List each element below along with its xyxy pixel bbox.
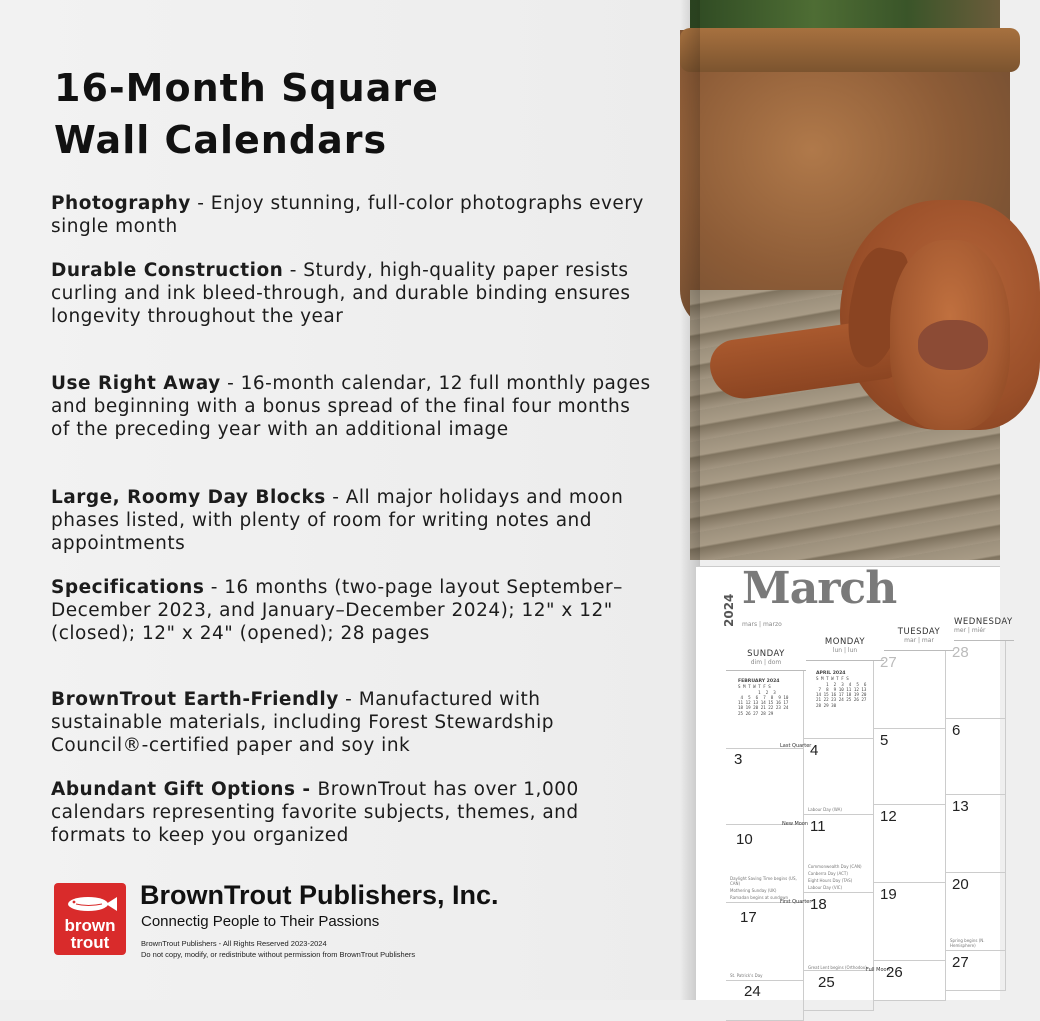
company-name: BrownTrout Publishers, Inc. xyxy=(140,880,499,910)
title-line-1: 16-Month Square xyxy=(54,66,439,110)
day-cell[interactable] xyxy=(726,749,804,825)
day-alt: mer | miér xyxy=(954,627,986,634)
day-cell[interactable] xyxy=(874,729,946,805)
mini-row: 1 2 3 4 5 6 xyxy=(816,681,867,687)
day-cell[interactable] xyxy=(780,739,874,815)
mini-row: 4 5 6 7 8 9 10 xyxy=(738,694,789,700)
legal-line-2: Do not copy, modify, or redistribute without permission from BrownTrout Publishers xyxy=(141,950,416,959)
holiday-note: Commonwealth Day (CAN) xyxy=(808,864,862,869)
day-number: 10 xyxy=(736,831,753,848)
day-name: MONDAY xyxy=(824,637,866,647)
feature-text: - Enjoy stunning, full-color photographs every single month xyxy=(51,193,644,237)
day-cell[interactable] xyxy=(726,903,804,981)
holiday-note: Great Lent begins (Orthodox) xyxy=(808,965,867,970)
trout-icon xyxy=(62,893,118,915)
feature-heading: Abundant Gift Options - xyxy=(51,779,318,800)
feature-heading: Specifications xyxy=(51,577,205,598)
feature-durable xyxy=(51,259,651,328)
mini-row: 25 26 27 28 29 xyxy=(738,710,774,716)
mini-row: 18 19 20 21 22 23 24 xyxy=(738,705,789,711)
day-name: WEDNESDAY xyxy=(954,617,1013,627)
calendar-photo xyxy=(690,0,1000,560)
moon-note: Full Moon xyxy=(866,967,890,973)
day-cell[interactable] xyxy=(780,893,874,971)
logo-text-trout: trout xyxy=(70,933,110,952)
feature-text: - 16-month calendar, 12 full monthly pages and beginning with a bonus spread of the final four months of the preceding year with an additional image xyxy=(51,373,651,440)
day-number: 11 xyxy=(810,818,826,835)
mini-row: 21 22 23 24 25 26 27 xyxy=(816,697,867,703)
browntrout-logo xyxy=(54,883,126,955)
logo-text-brown: brown xyxy=(64,916,116,935)
day-number: 17 xyxy=(740,909,757,926)
day-alt: mar | mar xyxy=(904,637,934,644)
day-name: TUESDAY xyxy=(897,627,941,637)
day-cell[interactable] xyxy=(726,981,804,1021)
feature-specifications xyxy=(51,576,651,645)
day-number: 27 xyxy=(880,654,897,671)
mini-title: APRIL 2024 xyxy=(816,671,846,676)
feature-text: - Manufactured with sustainable materials, including Forest Stewardship Council®-certified paper and soy ink xyxy=(51,689,554,756)
day-cell[interactable] xyxy=(726,671,804,749)
holiday-note: Daylight Saving Time begins (US, CAN) xyxy=(730,876,797,886)
day-cell[interactable] xyxy=(874,805,946,883)
mini-row: 11 12 13 14 15 16 17 xyxy=(738,700,789,706)
day-header-tuesday xyxy=(884,621,954,651)
day-cell[interactable] xyxy=(726,825,804,903)
dog-nose xyxy=(918,320,988,370)
day-cell[interactable] xyxy=(946,795,1006,873)
day-header-monday xyxy=(806,631,884,661)
mini-row: 28 29 30 xyxy=(816,702,837,708)
day-number: 19 xyxy=(880,886,897,903)
day-number: 20 xyxy=(952,876,969,893)
holiday-note: St. Patrick's Day xyxy=(730,973,763,978)
day-alt: dim | dom xyxy=(750,659,782,666)
day-alt: lun | lun xyxy=(832,647,858,654)
feature-text: - 16 months (two-page layout September–December 2023, and January–December 2024); 12" x 12" (closed); 12" x 24" (opened); 28 pages xyxy=(51,577,623,644)
day-number: 5 xyxy=(880,732,889,749)
mini-calendar-apr xyxy=(816,671,866,708)
day-number: 28 xyxy=(952,644,969,661)
legal-line-1: BrownTrout Publishers - All Rights Reserved 2023-2024 xyxy=(141,939,327,948)
day-cell[interactable] xyxy=(946,873,1006,951)
feature-heading: Durable Construction xyxy=(51,260,284,281)
day-name: SUNDAY xyxy=(747,649,785,659)
day-number: 18 xyxy=(810,896,827,913)
mini-row: 14 15 16 17 18 19 20 xyxy=(816,692,867,698)
day-cell[interactable] xyxy=(866,961,946,1001)
feature-text: - Sturdy, high-quality paper resists curling and ink bleed-through, and durable binding ensures longevity throughout the year xyxy=(51,260,631,327)
day-number: 25 xyxy=(818,974,835,991)
day-number: 24 xyxy=(744,983,761,1000)
calendar-page xyxy=(696,563,1013,1000)
day-number: 3 xyxy=(734,751,743,768)
title-line-2: Wall Calendars xyxy=(54,118,388,162)
feature-heading: Large, Roomy Day Blocks xyxy=(51,487,326,508)
feature-gift-options xyxy=(51,778,651,847)
mini-calendar-feb xyxy=(738,679,788,716)
day-header-wednesday xyxy=(954,611,1014,641)
legal-notice xyxy=(141,938,415,960)
holiday-note: Labour Day (VIC) xyxy=(808,885,843,890)
day-cell[interactable] xyxy=(874,883,946,961)
day-number: 6 xyxy=(952,722,961,739)
holiday-note: Labour Day (WA) xyxy=(808,807,842,812)
feature-heading: BrownTrout Earth-Friendly xyxy=(51,689,339,710)
mini-head: S M T W T F S xyxy=(816,676,849,682)
day-number: 26 xyxy=(886,964,903,981)
day-cell[interactable] xyxy=(804,965,874,1011)
feature-photography xyxy=(51,192,651,238)
day-cell[interactable] xyxy=(874,651,946,729)
holiday-note: Eight Hours Day (TAS) xyxy=(808,878,853,883)
calendar-month: March xyxy=(742,563,897,614)
pot-rim xyxy=(680,28,1020,72)
day-cell[interactable] xyxy=(946,951,1006,991)
day-cell[interactable] xyxy=(946,719,1006,795)
mini-head: S M T W T F S xyxy=(738,684,771,690)
page-title xyxy=(54,62,654,166)
company-tagline: Connectig People to Their Passions xyxy=(141,913,380,930)
feature-heading: Use Right Away xyxy=(51,373,221,394)
feature-day-blocks xyxy=(51,486,651,555)
day-number: 12 xyxy=(880,808,897,825)
calendar-year: 2024 xyxy=(722,593,736,627)
feature-heading: Photography xyxy=(51,193,191,214)
day-number: 27 xyxy=(952,954,969,971)
mini-title: FEBRUARY 2024 xyxy=(738,679,780,684)
day-header-sunday xyxy=(726,643,806,671)
calendar-month-alt: mars | marzo xyxy=(742,621,782,628)
feature-earth-friendly xyxy=(51,688,651,757)
feature-text: BrownTrout has over 1,000 calendars representing favorite subjects, themes, and formats to keep you organized xyxy=(51,779,579,846)
moon-note: First Quarter xyxy=(780,899,812,905)
holiday-note: Canberra Day (ACT) xyxy=(808,871,848,876)
day-cell[interactable] xyxy=(804,661,874,739)
moon-note: New Moon xyxy=(782,821,809,827)
holiday-note: Spring begins (N. Hemisphere) xyxy=(950,938,985,948)
mini-row: 1 2 3 xyxy=(738,689,776,695)
day-number: 13 xyxy=(952,798,969,815)
holiday-note: Ramadan begins at sundown xyxy=(730,895,789,900)
feature-text: - All major holidays and moon phases listed, with plenty of room for writing notes and appointments xyxy=(51,487,624,554)
mini-row: 7 8 9 10 11 12 13 xyxy=(816,686,867,692)
day-number: 4 xyxy=(810,742,819,759)
moon-note: Last Quarter xyxy=(780,743,812,749)
day-cell[interactable] xyxy=(946,641,1006,719)
day-cell[interactable] xyxy=(782,815,874,893)
feature-use-right-away xyxy=(51,372,651,441)
holiday-note: Mothering Sunday (UK) xyxy=(730,888,777,893)
